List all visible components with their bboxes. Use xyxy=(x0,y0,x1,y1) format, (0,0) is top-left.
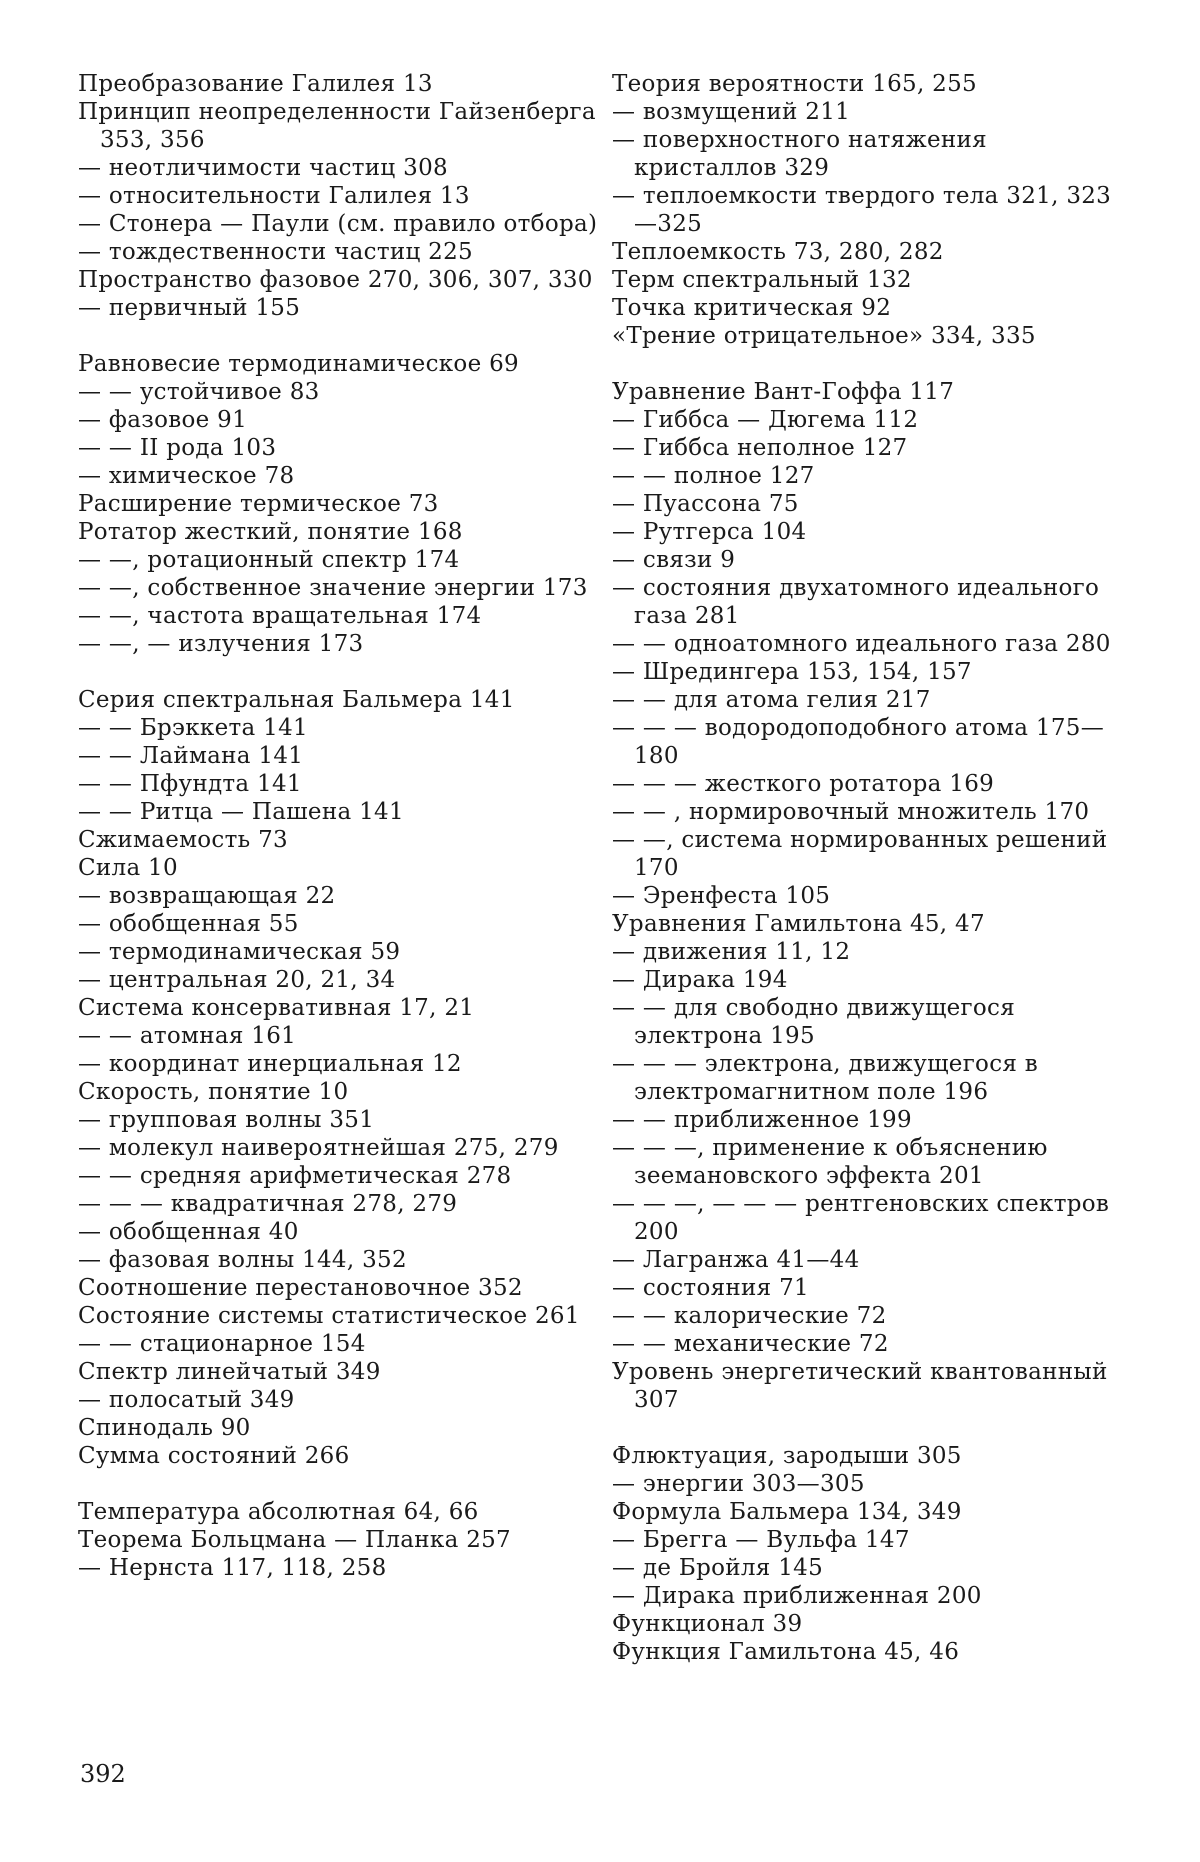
index-column-left xyxy=(78,70,598,1582)
index-entry: — —, собственное значение энергии 173 xyxy=(78,575,588,601)
index-entry: — —, ротационный спектр 174 xyxy=(78,547,460,573)
index-entry: — —, частота вращательная 174 xyxy=(78,603,482,629)
index-entry: — Пуассона 75 xyxy=(612,491,799,517)
index-entry: — — Пфундта 141 xyxy=(78,771,302,797)
index-letter-group xyxy=(78,350,598,658)
index-entry: Пространство фазовое 270, 306, 307, 330 xyxy=(78,267,593,293)
index-entry: — состояния 71 xyxy=(612,1275,809,1301)
index-entry: Уровень энергетический квантованный 307 xyxy=(612,1359,1108,1413)
index-entry: — — — электрона, движущегося в электромагнитном поле 196 xyxy=(612,1051,1039,1105)
index-entry: Состояние системы статистическое 261 xyxy=(78,1303,580,1329)
index-letter-group xyxy=(612,70,1122,350)
index-letter-group xyxy=(612,1442,1122,1666)
index-entry: — — калорические 72 xyxy=(612,1303,887,1329)
index-entry: Спектр линейчатый 349 xyxy=(78,1359,381,1385)
index-entry: Система консервативная 17, 21 xyxy=(78,995,475,1021)
index-entry: — координат инерциальная 12 xyxy=(78,1051,462,1077)
index-entry: Серия спектральная Бальмера 141 xyxy=(78,687,515,713)
index-entry: Формула Бальмера 134, 349 xyxy=(612,1499,962,1525)
index-entry: — Нернста 117, 118, 258 xyxy=(78,1555,387,1581)
index-entry: — — II рода 103 xyxy=(78,435,277,461)
index-entry: — — Лаймана 141 xyxy=(78,743,304,769)
index-entry: — Брегга — Вульфа 147 xyxy=(612,1527,910,1553)
index-entry: — относительности Галилея 13 xyxy=(78,183,470,209)
index-entry: «Трение отрицательное» 334, 335 xyxy=(612,323,1036,349)
index-entry: Теплоемкость 73, 280, 282 xyxy=(612,239,944,265)
index-entry: Соотношение перестановочное 352 xyxy=(78,1275,523,1301)
index-entry: — — —, — — — рентгеновских спектров 200 xyxy=(612,1191,1110,1245)
index-entry: — первичный 155 xyxy=(78,295,301,321)
index-entry: — Гиббса неполное 127 xyxy=(612,435,908,461)
index-entry: — тождественности частиц 225 xyxy=(78,239,473,265)
index-entry: — — устойчивое 83 xyxy=(78,379,320,405)
index-entry: Спинодаль 90 xyxy=(78,1415,251,1441)
index-entry: — — приближенное 199 xyxy=(612,1107,912,1133)
index-entry: Принцип неопределенности Гайзенберга 353, 356 xyxy=(78,99,596,153)
index-entry: — молекул наивероятнейшая 275, 279 xyxy=(78,1135,559,1161)
index-entry: — фазовая волны 144, 352 xyxy=(78,1247,407,1273)
index-entry: — — Ритца — Пашена 141 xyxy=(78,799,404,825)
index-column-right xyxy=(612,70,1122,1666)
index-entry: Терм спектральный 132 xyxy=(612,267,912,293)
index-entry: — — , нормировочный множитель 170 xyxy=(612,799,1090,825)
index-entry: — термодинамическая 59 xyxy=(78,939,401,965)
index-entry: — Шредингера 153, 154, 157 xyxy=(612,659,972,685)
index-entry: Теория вероятности 165, 255 xyxy=(612,71,977,97)
index-entry: — — Брэккета 141 xyxy=(78,715,308,741)
index-entry: Преобразование Галилея 13 xyxy=(78,71,433,97)
index-entry: — Гиббса — Дюгема 112 xyxy=(612,407,919,433)
index-entry: Сумма состояний 266 xyxy=(78,1443,350,1469)
index-entry: — — полное 127 xyxy=(612,463,815,489)
index-entry: — обобщенная 40 xyxy=(78,1219,299,1245)
index-entry: — — для атома гелия 217 xyxy=(612,687,931,713)
index-entry: — — стационарное 154 xyxy=(78,1331,366,1357)
index-entry: — поверхностного натяжения кристаллов 329 xyxy=(612,127,987,181)
index-entry: — — —, применение к объяснению зеемановского эффекта 201 xyxy=(612,1135,1048,1189)
index-entry: — движения 11, 12 xyxy=(612,939,851,965)
index-entry: Равновесие термодинамическое 69 xyxy=(78,351,519,377)
index-letter-group xyxy=(78,1498,598,1582)
index-entry: Флюктуация, зародыши 305 xyxy=(612,1443,962,1469)
index-entry: — де Бройля 145 xyxy=(612,1555,824,1581)
index-entry: — — для свободно движущегося электрона 195 xyxy=(612,995,1016,1049)
index-entry: — центральная 20, 21, 34 xyxy=(78,967,396,993)
index-entry: — — одноатомного идеального газа 280 xyxy=(612,631,1111,657)
index-entry: — — механические 72 xyxy=(612,1331,889,1357)
index-entry: — Стонера — Паули (см. правило отбора) xyxy=(78,211,598,237)
index-entry: — —, система нормированных решений 170 xyxy=(612,827,1108,881)
index-entry: — — — квадратичная 278, 279 xyxy=(78,1191,458,1217)
index-entry: — Лагранжа 41—44 xyxy=(612,1247,860,1273)
index-letter-group xyxy=(78,70,598,322)
index-entry: — — атомная 161 xyxy=(78,1023,297,1049)
index-entry: — — — жесткого ротатора 169 xyxy=(612,771,995,797)
index-entry: — Эренфеста 105 xyxy=(612,883,831,909)
index-letter-group xyxy=(612,378,1122,1414)
index-entry: — групповая волны 351 xyxy=(78,1107,375,1133)
index-entry: Уравнение Вант-Гоффа 117 xyxy=(612,379,955,405)
index-entry: — возмущений 211 xyxy=(612,99,851,125)
index-entry: Уравнения Гамильтона 45, 47 xyxy=(612,911,985,937)
index-entry: — состояния двухатомного идеального газа 281 xyxy=(612,575,1100,629)
index-entry: Температура абсолютная 64, 66 xyxy=(78,1499,479,1525)
index-entry: Сила 10 xyxy=(78,855,178,881)
index-entry: — полосатый 349 xyxy=(78,1387,295,1413)
index-entry: — связи 9 xyxy=(612,547,736,573)
index-entry: Функционал 39 xyxy=(612,1611,803,1637)
index-entry: — возвращающая 22 xyxy=(78,883,336,909)
page-number: 392 xyxy=(80,1760,126,1788)
index-entry: Скорость, понятие 10 xyxy=(78,1079,349,1105)
index-entry: — фазовое 91 xyxy=(78,407,248,433)
index-entry: — химическое 78 xyxy=(78,463,295,489)
index-entry: — Дирака 194 xyxy=(612,967,788,993)
index-entry: Теорема Больцмана — Планка 257 xyxy=(78,1527,511,1553)
index-entry: — —, — излучения 173 xyxy=(78,631,364,657)
index-entry: Ротатор жесткий, понятие 168 xyxy=(78,519,463,545)
index-entry: — теплоемкости твердого тела 321, 323—325 xyxy=(612,183,1112,237)
index-entry: — — средняя арифметическая 278 xyxy=(78,1163,512,1189)
index-entry: Точка критическая 92 xyxy=(612,295,892,321)
index-entry: Расширение термическое 73 xyxy=(78,491,439,517)
index-entry: — Рутгерса 104 xyxy=(612,519,807,545)
index-letter-group xyxy=(78,686,598,1470)
index-entry: — неотличимости частиц 308 xyxy=(78,155,448,181)
index-entry: — энергии 303—305 xyxy=(612,1471,865,1497)
index-entry: — — — водородоподобного атома 175—180 xyxy=(612,715,1105,769)
index-entry: Функция Гамильтона 45, 46 xyxy=(612,1639,960,1665)
index-entry: Сжимаемость 73 xyxy=(78,827,288,853)
index-entry: — обобщенная 55 xyxy=(78,911,299,937)
index-entry: — Дирака приближенная 200 xyxy=(612,1583,982,1609)
